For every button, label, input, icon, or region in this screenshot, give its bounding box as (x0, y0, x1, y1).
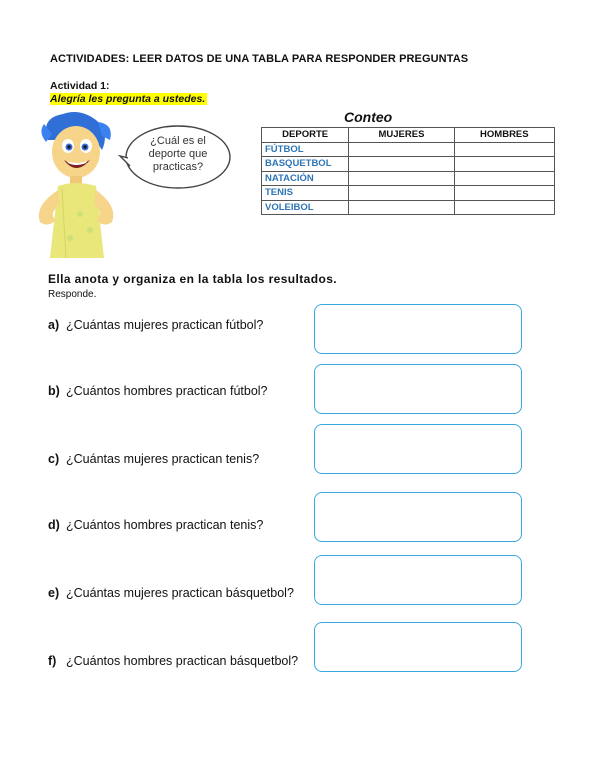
women-count-cell[interactable] (349, 142, 454, 157)
question-text: ¿Cuántas mujeres practican fútbol? (66, 318, 264, 332)
column-header: MUJERES (349, 128, 454, 143)
table-row (262, 186, 555, 201)
table-row (262, 142, 555, 157)
table-row (262, 171, 555, 186)
question-letter: c) (48, 452, 60, 466)
answer-box-c[interactable] (314, 424, 522, 474)
question-text: ¿Cuántos hombres practican fútbol? (66, 384, 268, 398)
question-letter: e) (48, 586, 60, 600)
women-count-cell[interactable] (349, 157, 454, 172)
activity-subtitle: Alegría les pregunta a ustedes. (50, 93, 206, 105)
answer-box-a[interactable] (314, 304, 522, 354)
column-header: HOMBRES (454, 128, 554, 143)
table-row (262, 200, 555, 215)
answer-box-e[interactable] (314, 555, 522, 605)
men-count-cell[interactable] (454, 157, 554, 172)
page-title: ACTIVIDADES: LEER DATOS DE UNA TABLA PARA RESPONDER PREGUNTAS (50, 53, 469, 65)
table-row (262, 157, 555, 172)
question-text: ¿Cuántas mujeres practican básquetbol? (66, 586, 294, 600)
answer-box-d[interactable] (314, 492, 522, 542)
question-b (48, 384, 268, 398)
tally-table (261, 127, 555, 215)
responde-label: Responde. (48, 289, 97, 300)
joy-character-illustration (18, 110, 128, 260)
question-text: ¿Cuántos hombres practican básquetbol? (66, 654, 299, 668)
question-d (48, 518, 263, 532)
sport-cell: VOLEIBOL (262, 200, 349, 215)
activity-label: Actividad 1: (50, 80, 110, 92)
table-title: Conteo (344, 109, 393, 125)
sport-cell: BASQUETBOL (262, 157, 349, 172)
question-letter: a) (48, 318, 60, 332)
sport-cell: TENIS (262, 186, 349, 201)
women-count-cell[interactable] (349, 186, 454, 201)
column-header: DEPORTE (262, 128, 349, 143)
women-count-cell[interactable] (349, 200, 454, 215)
answer-box-f[interactable] (314, 622, 522, 672)
question-letter: b) (48, 384, 60, 398)
answer-box-b[interactable] (314, 364, 522, 414)
sport-cell: FÚTBOL (262, 142, 349, 157)
question-letter: d) (48, 518, 60, 532)
instructions-text: Ella anota y organiza en la tabla los resultados. (48, 272, 338, 286)
question-text: ¿Cuántos hombres practican tenis? (66, 518, 264, 532)
question-a (48, 318, 263, 332)
question-c (48, 452, 259, 466)
question-f (48, 654, 298, 668)
women-count-cell[interactable] (349, 171, 454, 186)
question-e (48, 586, 294, 600)
sport-cell: NATACIÓN (262, 171, 349, 186)
men-count-cell[interactable] (454, 171, 554, 186)
question-letter: f) (48, 654, 57, 668)
question-text: ¿Cuántas mujeres practican tenis? (66, 452, 260, 466)
speech-bubble-text: ¿Cuál es el deporte que practicas? (148, 135, 208, 173)
men-count-cell[interactable] (454, 142, 554, 157)
men-count-cell[interactable] (454, 186, 554, 201)
men-count-cell[interactable] (454, 200, 554, 215)
